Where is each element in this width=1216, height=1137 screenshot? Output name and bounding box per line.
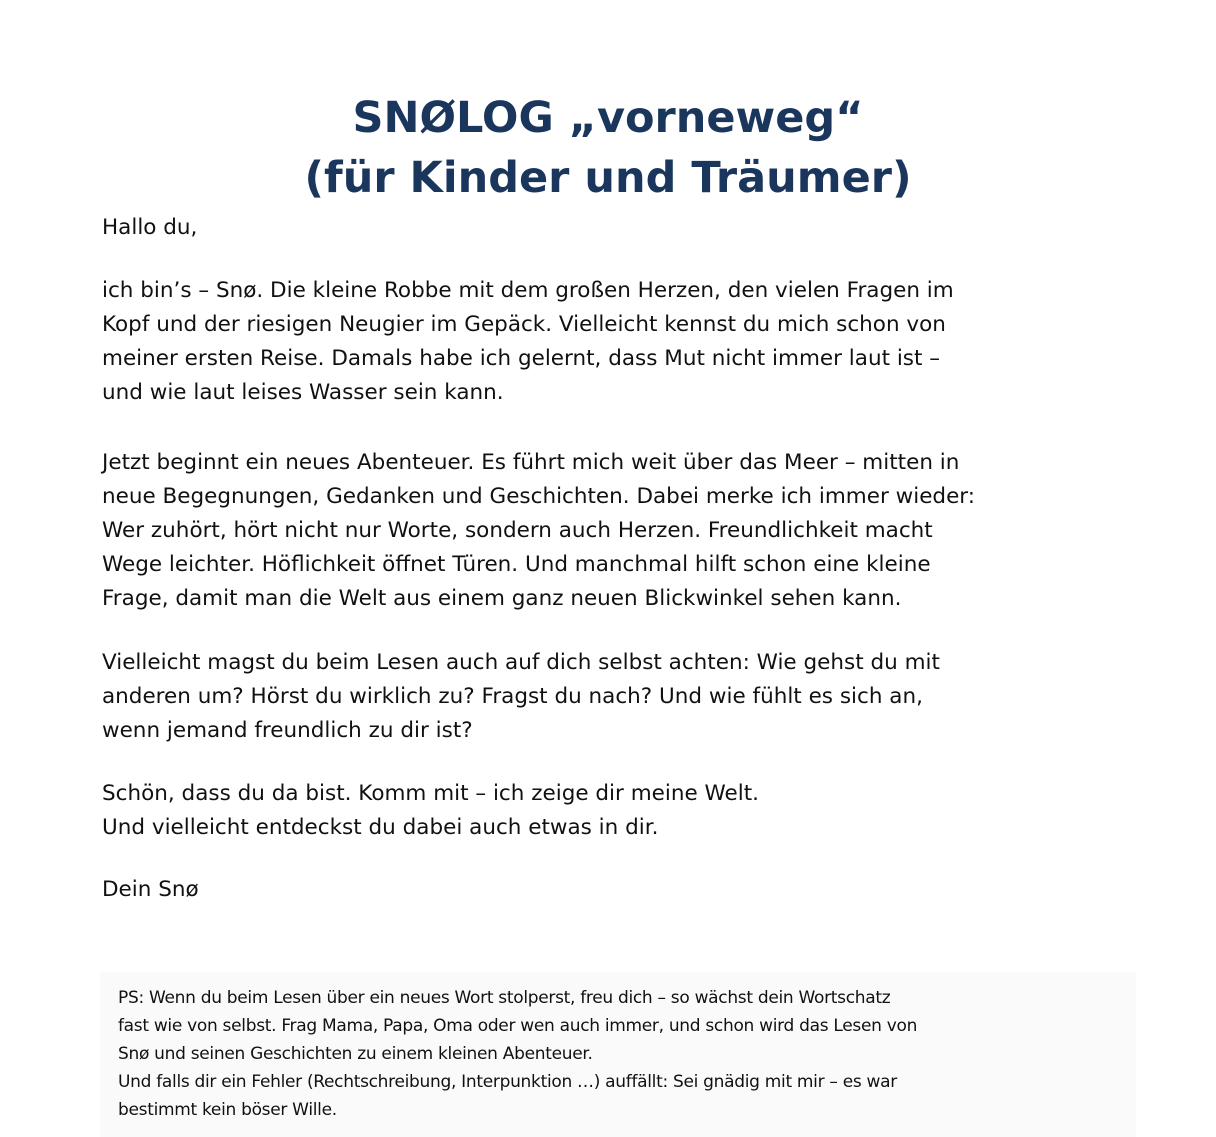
page-title (0, 88, 1216, 208)
text-line: und wie laut leises Wasser sein kann. (102, 380, 504, 405)
text-line: Vielleicht magst du beim Lesen auch auf dich selbst achten: Wie gehst du mit (102, 650, 940, 675)
text-line: meiner ersten Reise. Damals habe ich gelernt, dass Mut nicht immer laut ist – (102, 346, 941, 371)
greeting: Hallo du, (102, 215, 198, 240)
ps-line: Snø und seinen Geschichten zu einem kleinen Abenteuer. (118, 1044, 593, 1064)
text-line: ich bin’s – Snø. Die kleine Robbe mit dem großen Herzen, den vielen Fragen im (102, 278, 954, 303)
text-line: Und vielleicht entdeckst du dabei auch etwas in dir. (102, 815, 659, 840)
paragraph-welcome (102, 777, 759, 845)
paragraph-intro (102, 274, 954, 410)
signature: Dein Snø (102, 877, 199, 902)
title-line-2: (für Kinder und Träumer) (304, 153, 912, 203)
ps-line: bestimmt kein böser Wille. (118, 1100, 337, 1120)
ps-line: PS: Wenn du beim Lesen über ein neues Wort stolperst, freu dich – so wächst dein Wortschatz (118, 988, 891, 1008)
text-line: Frage, damit man die Welt aus einem ganz neuen Blickwinkel sehen kann. (102, 586, 902, 611)
text-line: Wer zuhört, hört nicht nur Worte, sondern auch Herzen. Freundlichkeit macht (102, 518, 933, 543)
ps-text (118, 984, 917, 1124)
text-line: Wege leichter. Höflichkeit öffnet Türen. Und manchmal hilft schon eine kleine (102, 552, 931, 577)
ps-box (100, 972, 1136, 1137)
text-line: Kopf und der riesigen Neugier im Gepäck. Vielleicht kennst du mich schon von (102, 312, 946, 337)
paragraph-adventure (102, 446, 975, 616)
text-line: Jetzt beginnt ein neues Abenteuer. Es führt mich weit über das Meer – mitten in (102, 450, 960, 475)
ps-line: fast wie von selbst. Frag Mama, Papa, Oma oder wen auch immer, und schon wird das Lesen von (118, 1016, 918, 1036)
text-line: Schön, dass du da bist. Komm mit – ich zeige dir meine Welt. (102, 781, 759, 806)
text-line: neue Begegnungen, Gedanken und Geschichten. Dabei merke ich immer wieder: (102, 484, 975, 509)
ps-line: Und falls dir ein Fehler (Rechtschreibung, Interpunktion …) auffällt: Sei gnädig mit mir – es war (118, 1072, 897, 1092)
text-line: wenn jemand freundlich zu dir ist? (102, 718, 473, 743)
title-line-1: SNØLOG „vorneweg“ (352, 93, 864, 143)
text-line: anderen um? Hörst du wirklich zu? Fragst du nach? Und wie fühlt es sich an, (102, 684, 923, 709)
paragraph-reflection (102, 646, 940, 748)
